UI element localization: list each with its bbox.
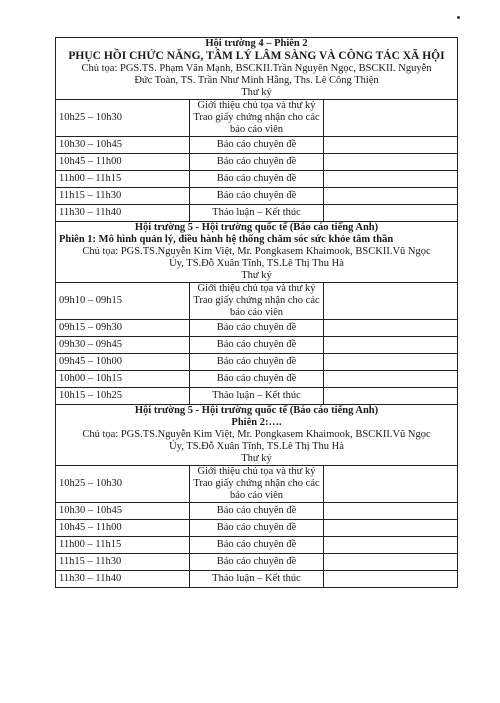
time-cell: 11h30 – 11h40 (56, 205, 190, 222)
table-row (56, 354, 458, 371)
content-cell (190, 100, 324, 137)
content-cell: Báo cáo chuyên đề (190, 154, 324, 171)
chair-line: Úy, TS.Đỗ Xuân Tĩnh, TS.Lê Thị Thu Hà (169, 258, 344, 269)
content-cell: Thảo luận – Kết thúc (190, 205, 324, 222)
time-cell: 09h10 – 09h15 (56, 283, 190, 320)
speaker-cell (324, 171, 458, 188)
speaker-cell (324, 388, 458, 405)
table-row (56, 320, 458, 337)
speaker-cell (324, 466, 458, 503)
section-title: Hội trường 4 – Phiên 2 (205, 38, 308, 49)
speaker-cell (324, 154, 458, 171)
section-subtitle: Phiên 2:…. (231, 417, 282, 428)
table-row (56, 171, 458, 188)
table-row (56, 571, 458, 588)
speaker-cell (324, 137, 458, 154)
time-cell: 10h45 – 11h00 (56, 154, 190, 171)
speaker-cell (324, 283, 458, 320)
content-cell: Báo cáo chuyên đề (190, 537, 324, 554)
content-line: Trao giấy chứng nhận cho các báo cáo viên (193, 478, 320, 501)
content-line: Giới thiệu chủ tọa và thư ký (197, 283, 316, 294)
time-cell: 09h15 – 09h30 (56, 320, 190, 337)
section-title: Hội trường 5 - Hội trường quốc tế (Báo cáo tiếng Anh) (134, 222, 379, 233)
section-header (56, 405, 458, 466)
section-header-cell (56, 405, 458, 466)
speaker-cell (324, 354, 458, 371)
section-header-cell (56, 38, 458, 100)
content-cell: Báo cáo chuyên đề (190, 188, 324, 205)
table-row (56, 205, 458, 222)
content-cell: Báo cáo chuyên đề (190, 371, 324, 388)
table-row (56, 137, 458, 154)
time-cell: 10h15 – 10h25 (56, 388, 190, 405)
secretary-label: Thư ký (241, 87, 272, 98)
table-row (56, 337, 458, 354)
chair-line: Chủ tọa: PGS.TS.Nguyễn Kim Việt, Mr. Pongkasem Khaimook, BSCKII.Vũ Ngọc (82, 246, 431, 257)
content-line: Trao giấy chứng nhận cho các báo cáo viên (193, 295, 320, 318)
chair-line: Úy, TS.Đỗ Xuân Tĩnh, TS.Lê Thị Thu Hà (169, 441, 344, 452)
content-cell (190, 466, 324, 503)
table-row (56, 283, 458, 320)
content-cell: Báo cáo chuyên đề (190, 337, 324, 354)
secretary-label: Thư ký (241, 453, 272, 464)
program-table (55, 37, 458, 588)
section-header (56, 222, 458, 283)
content-line: Giới thiệu chủ tọa và thư ký (197, 466, 316, 477)
section-header (56, 38, 458, 100)
speaker-cell (324, 188, 458, 205)
speaker-cell (324, 571, 458, 588)
table-row (56, 188, 458, 205)
content-cell: Thảo luận – Kết thúc (190, 571, 324, 588)
time-cell: 11h00 – 11h15 (56, 537, 190, 554)
content-cell: Báo cáo chuyên đề (190, 503, 324, 520)
speaker-cell (324, 503, 458, 520)
time-cell: 09h30 – 09h45 (56, 337, 190, 354)
speaker-cell (324, 205, 458, 222)
speaker-cell (324, 337, 458, 354)
time-cell: 11h00 – 11h15 (56, 171, 190, 188)
table-row (56, 154, 458, 171)
section-subtitle: PHỤC HỒI CHỨC NĂNG, TÂM LÝ LÂM SÀNG VÀ CÔNG TÁC XÃ HỘI (68, 50, 445, 62)
table-row (56, 554, 458, 571)
time-cell: 10h25 – 10h30 (56, 466, 190, 503)
time-cell: 11h30 – 11h40 (56, 571, 190, 588)
chair-line: Chủ tọa: PGS.TS. Phạm Văn Mạnh, BSCKII.Trần Nguyên Ngọc, BSCKII. Nguyễn (81, 63, 432, 74)
time-cell: 09h45 – 10h00 (56, 354, 190, 371)
time-cell: 11h15 – 11h30 (56, 188, 190, 205)
speaker-cell (324, 554, 458, 571)
speaker-cell (324, 520, 458, 537)
content-cell: Báo cáo chuyên đề (190, 520, 324, 537)
section-subtitle: Phiên 1: Mô hình quản lý, điều hành hệ thống chăm sóc sức khỏe tâm thần (59, 234, 394, 245)
chair-line: Chủ tọa: PGS.TS.Nguyễn Kim Việt, Mr. Pongkasem Khaimook, BSCKII.Vũ Ngọc (82, 429, 431, 440)
speaker-cell (324, 371, 458, 388)
table-row (56, 466, 458, 503)
content-cell: Thảo luận – Kết thúc (190, 388, 324, 405)
table-row (56, 388, 458, 405)
table-row (56, 537, 458, 554)
secretary-label: Thư ký (241, 270, 272, 281)
content-line: Giới thiệu chủ tọa và thư ký (197, 100, 316, 111)
content-line: Trao giấy chứng nhận cho các báo cáo viên (193, 112, 320, 135)
table-row (56, 520, 458, 537)
table-row (56, 371, 458, 388)
page-mark-dot (457, 16, 460, 19)
time-cell: 10h25 – 10h30 (56, 100, 190, 137)
content-cell (190, 283, 324, 320)
content-cell: Báo cáo chuyên đề (190, 171, 324, 188)
time-cell: 11h15 – 11h30 (56, 554, 190, 571)
speaker-cell (324, 320, 458, 337)
content-cell: Báo cáo chuyên đề (190, 354, 324, 371)
speaker-cell (324, 100, 458, 137)
content-cell: Báo cáo chuyên đề (190, 137, 324, 154)
chair-line: Đức Toàn, TS. Trần Như Minh Hằng, Ths. Lê Công Thiện (134, 75, 379, 86)
content-cell: Báo cáo chuyên đề (190, 320, 324, 337)
table-row (56, 100, 458, 137)
time-cell: 10h45 – 11h00 (56, 520, 190, 537)
section-header-cell (56, 222, 458, 283)
section-title: Hội trường 5 - Hội trường quốc tế (Báo cáo tiếng Anh) (134, 405, 379, 416)
time-cell: 10h00 – 10h15 (56, 371, 190, 388)
table-row (56, 503, 458, 520)
time-cell: 10h30 – 10h45 (56, 137, 190, 154)
time-cell: 10h30 – 10h45 (56, 503, 190, 520)
speaker-cell (324, 537, 458, 554)
content-cell: Báo cáo chuyên đề (190, 554, 324, 571)
